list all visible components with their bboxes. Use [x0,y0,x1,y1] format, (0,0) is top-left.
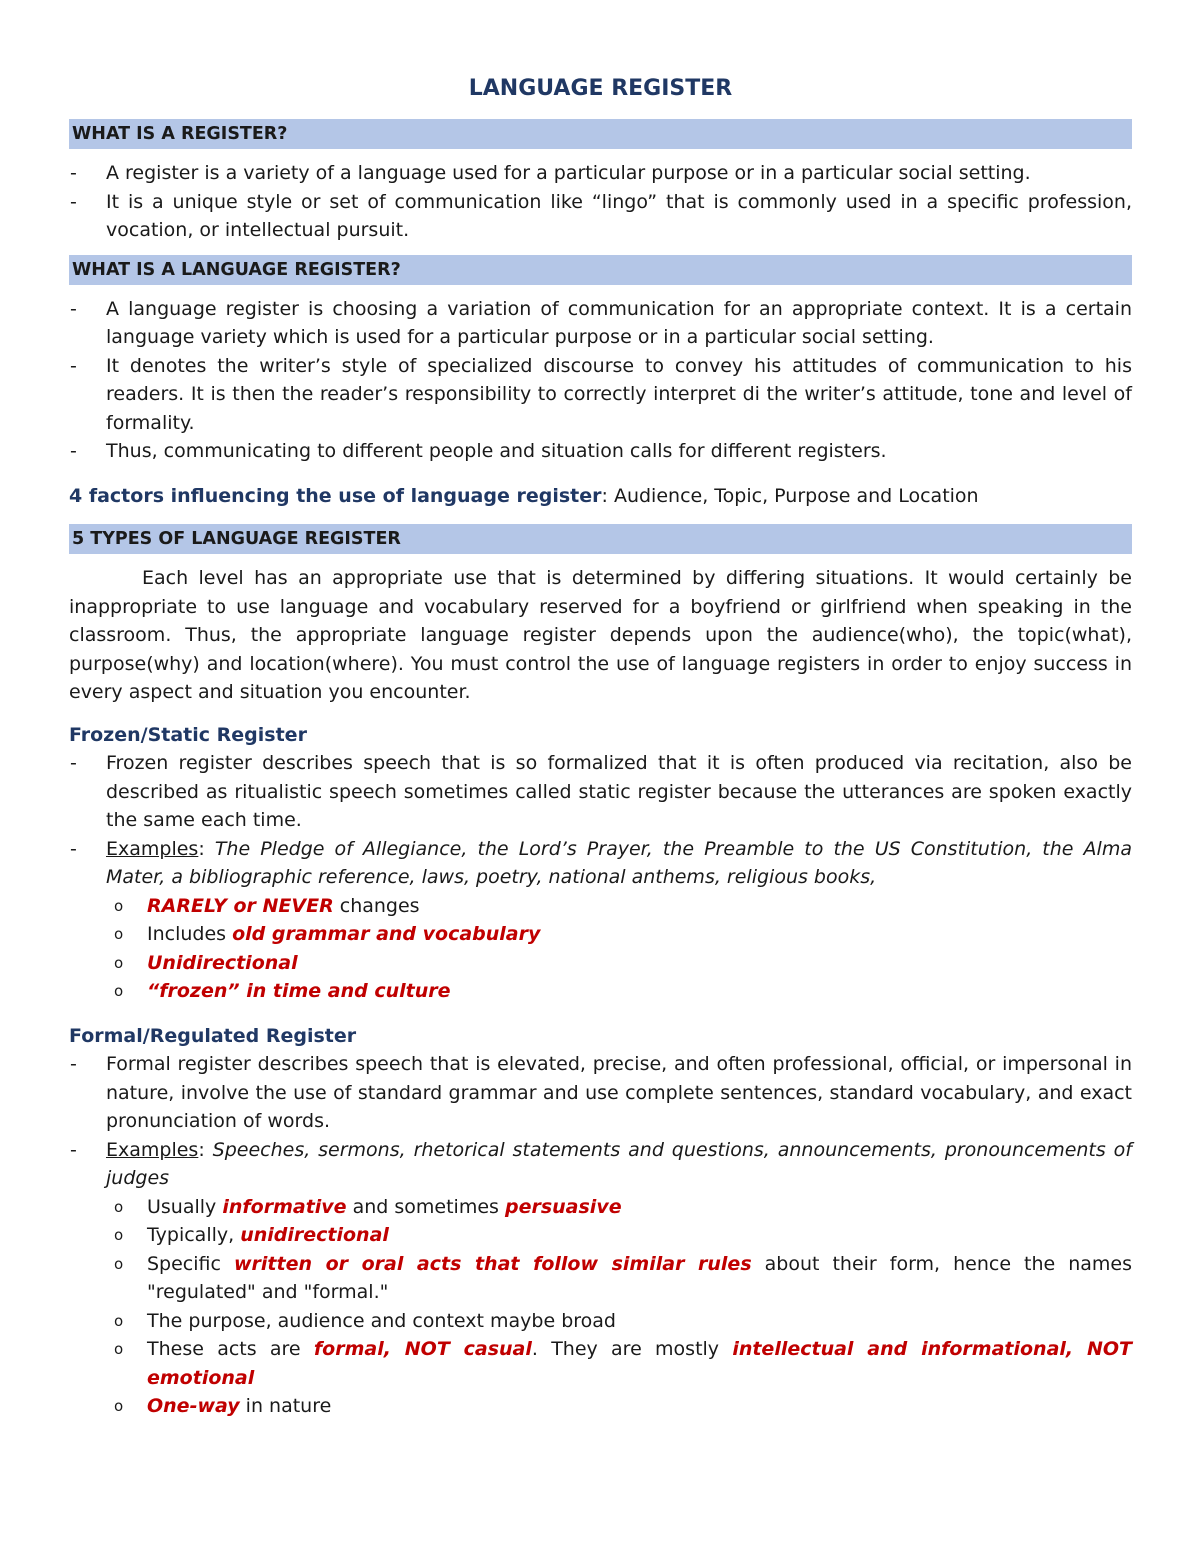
examples-colon: : [198,1138,213,1161]
emphasis-text: informative [222,1195,347,1218]
examples-text: The Pledge of Allegiance, the Lord’s Prayer, the Preamble to the US Constitution, the Alma Mater, a bibliographic reference, laws, poetry, national anthems, religious books, [106,837,1132,888]
emphasis-text: written or oral acts that follow similar rules [233,1252,752,1275]
factors-label: 4 factors influencing the use of language register [69,484,602,507]
factors-line [69,482,1132,511]
plain-text: changes [333,894,420,917]
plain-text: Typically, [147,1224,241,1246]
examples-text: Speeches, sermons, rhetorical statements and questions, announcements, pronouncements of judges [106,1138,1132,1189]
plain-text: Includes [147,923,233,945]
emphasis-text: intellectual and informational, NOT emotional [147,1338,1132,1389]
list-item: - A language register is choosing a variation of communication for an appropriate context. It is a certain language variety which is used for a particular purpose or in a particular social setting. [69,295,1132,352]
list-item: - A register is a variety of a language used for a particular purpose or in a particular social setting. [69,159,1132,188]
plain-text: . They are mostly [531,1338,733,1360]
plain-text: in nature [239,1395,332,1417]
formal-traits-list [69,1193,1132,1421]
list-item [110,1250,1132,1307]
frozen-traits-list [69,892,1132,1006]
section-heading-what-is-language-register: WHAT IS A LANGUAGE REGISTER? [69,255,1132,285]
list-item [110,1392,1132,1421]
list-item [110,977,1132,1006]
factors-value: Audience, Topic, Purpose and Location [607,484,979,507]
plain-text: and sometimes [346,1195,505,1218]
list-item [69,1136,1132,1193]
examples-colon: : [198,837,215,860]
list-item: - It denotes the writer’s style of specialized discourse to convey his attitudes of communication to his readers. It is then the reader’s responsibility to correctly interpret di the writer’s attitude, tone and level of formality. [69,352,1132,438]
language-register-list [69,295,1132,466]
emphasis-text: old grammar and vocabulary [232,923,541,945]
frozen-register-heading: Frozen/Static Register [69,723,307,746]
types-paragraph: Each level has an appropriate use that is determined by differing situations. It would certainly be inappropriate to use language and vocabulary reserved for a boyfriend or girlfriend when speaking in the classroom. Thus, the appropriate language register depends upon the audience(who), the topic(what), purpose(why) and location(where). You must control the use of language registers in order to enjoy success in every aspect and situation you encounter. [69,567,1132,703]
list-item: - Frozen register describes speech that is so formalized that it is often produced via recitation, also be described as ritualistic speech sometimes called static register because the utterances are spoken exactly the same each time. [69,749,1132,835]
plain-text: about their form, hence the names "regulated" and "formal." [147,1252,1132,1303]
list-item [69,835,1132,892]
plain-text: Usually [147,1195,223,1218]
list-item [110,920,1132,949]
list-item [110,949,1132,978]
emphasis-text: formal, NOT casual [313,1338,532,1360]
list-item [110,1193,1132,1222]
list-item [110,1335,1132,1392]
list-item: - It is a unique style or set of communication like “lingo” that is commonly used in a specific profession, vocation, or intellectual pursuit. [69,188,1132,245]
emphasis-text: Unidirectional [147,951,298,974]
factors-colon: : [601,484,608,507]
emphasis-text: RARELY or NEVER [147,894,334,917]
plain-text: These acts are [147,1338,314,1360]
list-item: - Formal register describes speech that is elevated, precise, and often professional, official, or impersonal in nature, involve the use of standard grammar and use complete sentences, standard vocabulary, and exact pronunciation of words. [69,1050,1132,1136]
examples-label: Examples [106,1138,199,1161]
formal-register-heading: Formal/Regulated Register [69,1024,357,1047]
list-item: o The purpose, audience and context maybe broad [110,1307,1132,1336]
list-item [110,1221,1132,1250]
register-definition-list [69,159,1132,245]
examples-label: Examples [106,837,199,860]
emphasis-text: persuasive [504,1195,622,1218]
list-item: - Thus, communicating to different people and situation calls for different registers. [69,437,1132,466]
emphasis-text: “frozen” in time and culture [147,980,451,1002]
section-heading-types: 5 TYPES OF LANGUAGE REGISTER [69,524,1132,554]
emphasis-text: unidirectional [240,1224,389,1246]
frozen-register-list [69,749,1132,892]
formal-register-list [69,1050,1132,1193]
plain-text: Specific [147,1252,234,1275]
emphasis-text: One-way [147,1395,240,1417]
section-heading-what-is-register: WHAT IS A REGISTER? [69,119,1132,149]
document-title: LANGUAGE REGISTER [468,76,733,101]
list-item [110,892,1132,921]
